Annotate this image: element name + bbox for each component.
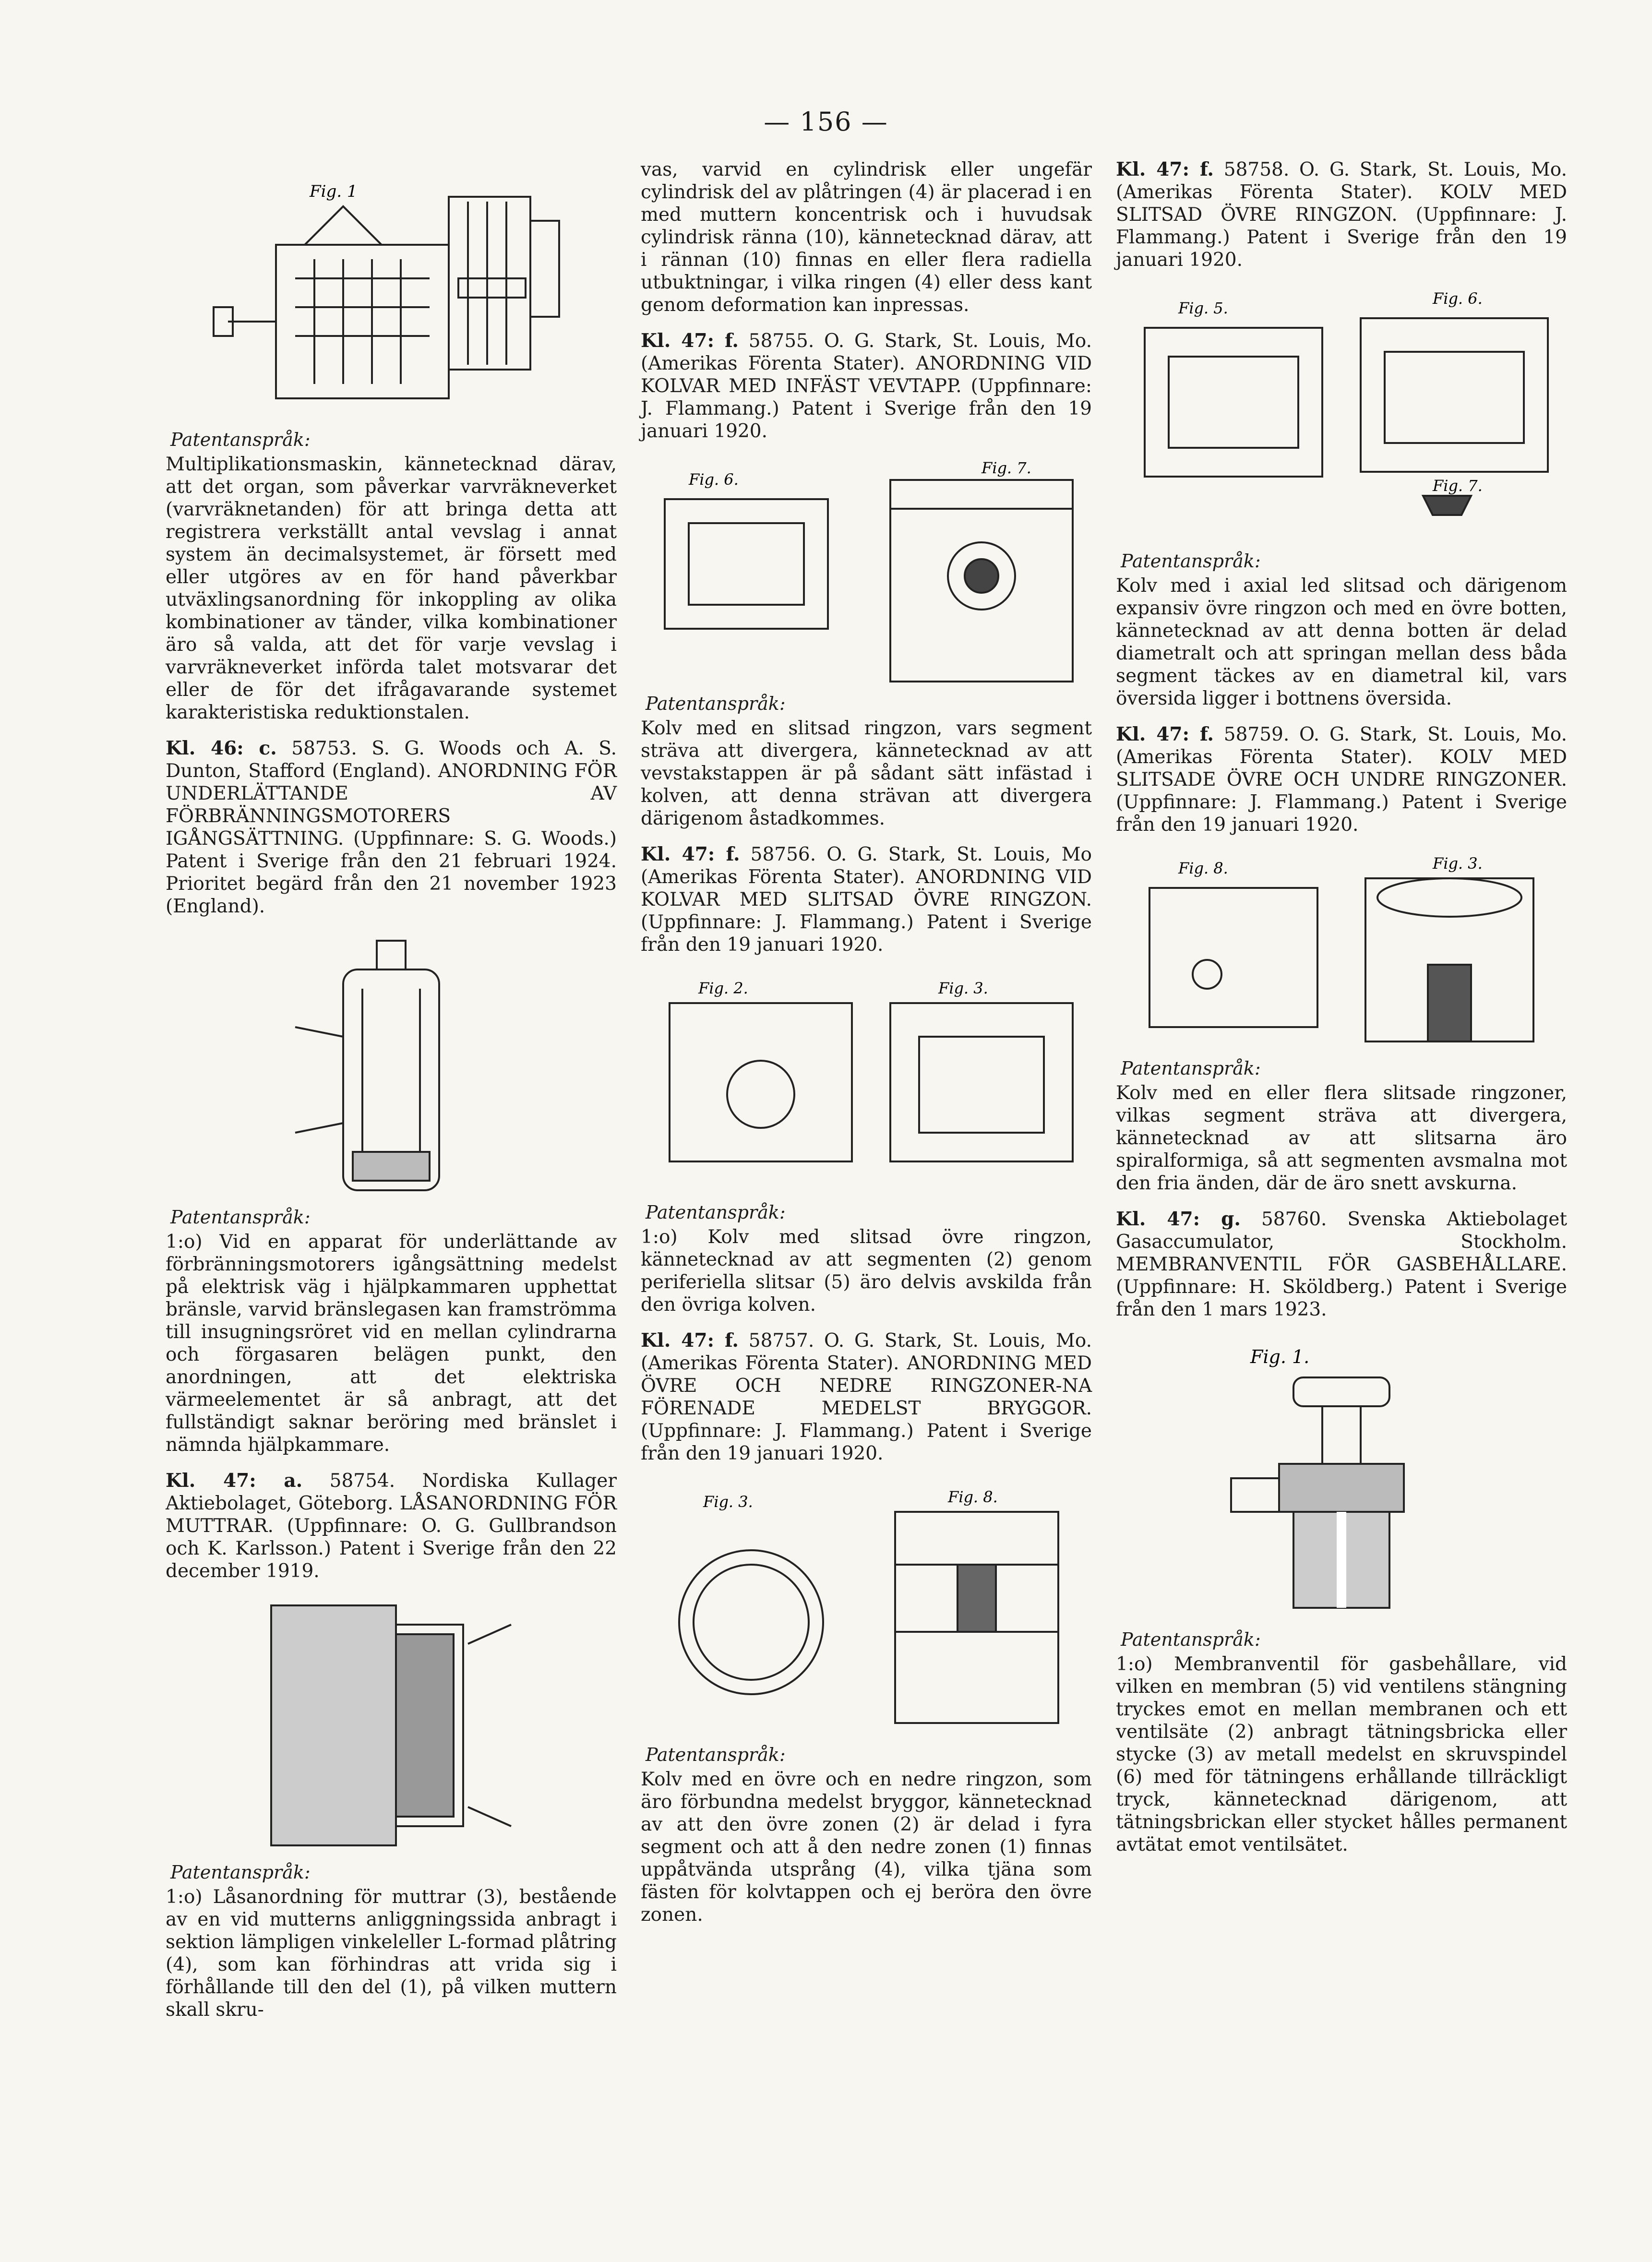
claim-text-nut: 1:o) Låsanordning för muttrar (3), bestående av en vid mutterns anliggningssida anbragt i sektion lämpligen vinkeleller L-formad plåtring (4), som kan förhindras att vrida sig i förhållande till den del (1), på vilken muttern skall skru- — [166, 1886, 617, 2021]
patent-entry-58757 — [641, 1329, 1092, 1465]
patent-details: 58754. Nordiska Kullager Aktiebolaget, Göteborg. LÅSANORDNING FÖR MUTTRAR. (Uppfinnare: O. G. Gullbrandson och K. Karlsson.) Patent i Sverige från den 22 december 1919. — [166, 1470, 617, 1582]
figure-membrane-valve — [1173, 1334, 1509, 1622]
patent-details: 58759. O. G. Stark, St. Louis, Mo. (Amerikas Förenta Stater). KOLV MED SLITSADE ÖVRE OCH UNDRE RINGZONER. (Uppfinnare: J. Flammang.) Patent i Sverige från den 19 januari 1920. — [1116, 724, 1568, 836]
patent-details: 58753. S. G. Woods och A. S. Dunton, Stafford (England). ANORDNING FÖR UNDERLÄTTANDE AV FÖRBRÄNNINGSMOTORERS IGÅNGSÄTTNING. (Uppfinnare: S. G. Woods.) Patent i Sverige från den 21 februari 1924. Prioritet begärd från den 21 november 1923 (England). — [166, 738, 617, 917]
fig7b-label: Fig. 7. — [1433, 477, 1483, 495]
claim-label: Patentanspråk: — [646, 1744, 786, 1765]
fig6-label: Fig. 6. — [689, 470, 739, 489]
claim-text-piston-3: Kolv med en övre och en nedre ringzon, som äro förbundna medelst bryggor, kännetecknad av att den övre zonen (2) är delad i fyra segment och att å den nedre zonen (1) finnas uppåtvända utsprång (4), vilka tjäna som fästen för kolvtappen och ej beröra den övre zonen. — [641, 1769, 1092, 1926]
class-heading: Kl. 47: a. — [166, 1470, 303, 1492]
claim-label: Patentanspråk: — [1121, 1058, 1261, 1079]
claim-text-continued: vas, varvid en cylindrisk eller ungefär cylindrisk del av plåtringen (4) är placerad i en med muttern koncentrisk och i huvudsak cylindrisk ränna (10), kännetecknad därav, att i rännan (10) finnas en eller flera radiella utbuktningar, i vilka ringen (4) eller dess kant genom deformation kan inpressas. — [641, 159, 1092, 316]
fig-valve-label: Fig. 1. — [1250, 1346, 1310, 1367]
claim-label: Patentanspråk: — [1121, 1629, 1261, 1650]
figure-piston-slotted-bottom — [1125, 285, 1557, 544]
fig3b-label: Fig. 3. — [703, 1493, 753, 1511]
claim-text-multiplication: Multiplikationsmaskin, kännetecknad därav, att det organ, som påverkar varvräkneverket (varvräknetanden) för att bringa detta att registrera verkställt antal vevslag i annat system än decimalsystemet, är försett med eller utgöres av en för hand påverkbar utväxlingsanordning för inkoppling av olika kombinationer av tänder, vilka kombinationer äro så valda, att det för varje vevslag i varvräkneverket införda talet motsvarar det eller de för det ifrågavarande systemet karakteristiska reduktionstalen. — [166, 454, 617, 723]
fig8-label: Fig. 8. — [948, 1488, 998, 1506]
figure-piston-spiral-slots — [1125, 850, 1557, 1051]
claim-text-piston-2: 1:o) Kolv med slitsad övre ringzon, kännetecknad av att segmenten (2) genom periferiella slitsar (5) äro delvis avskilda från den övriga kolven. — [641, 1226, 1092, 1316]
patent-details: 58757. O. G. Stark, St. Louis, Mo. (Amerikas Förenta Stater). ANORDNING MED ÖVRE OCH NEDRE RINGZONER-NA FÖRENADE MEDELST BRYGGOR. (Uppfinnare: J. Flammang.) Patent i Sverige från den 19 januari 1920. — [641, 1330, 1092, 1464]
figure-engine-apparatus — [247, 931, 535, 1200]
patent-entry-58758 — [1116, 158, 1567, 271]
claim-label: Patentanspråk: — [646, 1202, 786, 1223]
fig8b-label: Fig. 8. — [1178, 859, 1228, 877]
figure-piston-slotted-upper — [650, 969, 1082, 1195]
patent-entry-58754 — [166, 1470, 617, 1582]
patent-entry-58755 — [641, 330, 1092, 443]
claim-label: Patentanspråk: — [170, 1862, 311, 1883]
figure-nut-lock — [242, 1596, 540, 1855]
claim-label: Patentanspråk: — [170, 1207, 311, 1228]
page-number: — 156 — — [764, 107, 888, 137]
fig1-label: Fig. 1 — [310, 182, 358, 201]
class-heading: Kl. 47: f. — [641, 330, 739, 352]
fig3c-label: Fig. 3. — [1433, 854, 1483, 873]
claim-text-piston-1: Kolv med en slitsad ringzon, vars segment sträva att divergera, kännetecknad av att vevstakstappen är på sådant sätt infästad i kolven, att denna strävan att divergera därigenom åstadkommes. — [641, 718, 1092, 829]
patent-entry-58756 — [641, 843, 1092, 956]
claim-text-valve: 1:o) Membranventil för gasbehållare, vid vilken en membran (5) vid ventilens stängning tryckes emot en mellan membranen och ett ventilsäte (2) anbragt tätningsbricka eller stycke (3) av metall medelst en skruvspindel (6) med för tätningens erhållande tillräckligt tryck, kännetecknad därigenom, att tätningsbrickan eller stycket hålles permanent avtätat emot ventilsätet. — [1116, 1653, 1567, 1855]
figure-piston-bridges — [650, 1478, 1082, 1737]
patent-details: 58755. O. G. Stark, St. Louis, Mo. (Amerikas Förenta Stater). ANORDNING VID KOLVAR MED INFÄST VEVTAPP. (Uppfinnare: J. Flammang.) Patent i Sverige från den 19 januari 1920. — [641, 330, 1092, 442]
claim-label: Patentanspråk: — [646, 693, 786, 714]
patent-entry-58759 — [1116, 723, 1567, 836]
patent-details: 58760. Svenska Aktiebolaget Gasaccumulator, Stockholm. MEMBRANVENTIL FÖR GASBEHÅLLARE. (Uppfinnare: H. Sköldberg.) Patent i Sverige från den 1 mars 1923. — [1116, 1209, 1567, 1320]
claim-label: Patentanspråk: — [170, 429, 311, 450]
class-heading: Kl. 47: g. — [1116, 1208, 1241, 1230]
class-heading: Kl. 47: f. — [641, 843, 740, 865]
patent-details: 58756. O. G. Stark, St. Louis, Mo (Amerikas Förenta Stater). ANORDNING VID KOLVAR MED SLITSAD ÖVRE RINGZON. (Uppfinnare: J. Flammang.) Patent i Sverige från den 19 januari 1920. — [641, 844, 1092, 956]
fig2-label: Fig. 2. — [698, 979, 748, 997]
claim-text-engine: 1:o) Vid en apparat för underlättande av förbränningsmotorers igångsättning medelst på elektrisk väg i hjälpkammaren upphettat bränsle, varvid bränslegasen kan framströmma till insugningsröret vid en mellan cylindrarna och förgasaren belägen punkt, den anordningen, att det elektriska värmeelementet är så anbragt, att det fullständigt saknar beröring med bränslet i nämnda hjälpkammare. — [166, 1231, 617, 1456]
claim-text-piston-5: Kolv med en eller flera slitsade ringzoner, vilkas segment sträva att divergera, kännetecknad av att slitsarna äro spiralformiga, så att segmenten avsmalna mot den fria änden, där de äro snett avskurna. — [1116, 1082, 1567, 1194]
fig5-label: Fig. 5. — [1178, 299, 1228, 317]
class-heading: Kl. 46: c. — [166, 737, 277, 759]
class-heading: Kl. 47: f. — [641, 1329, 739, 1352]
figure-multiplication-machine — [199, 163, 583, 422]
class-heading: Kl. 47: f. — [1116, 158, 1214, 180]
patent-details: 58758. O. G. Stark, St. Louis, Mo. (Amerikas Förenta Stater). KOLV MED SLITSAD ÖVRE RINGZON. (Uppfinnare: J. Flammang.) Patent i Sverige från den 19 januari 1920. — [1116, 159, 1568, 271]
class-heading: Kl. 47: f. — [1116, 723, 1214, 745]
column-3 — [1116, 158, 1567, 1869]
column-1 — [166, 158, 617, 2035]
fig3-label: Fig. 3. — [938, 979, 988, 997]
fig6b-label: Fig. 6. — [1433, 289, 1483, 308]
figure-piston-wrist-pin — [650, 456, 1082, 686]
patent-entry-58760 — [1116, 1208, 1567, 1321]
claim-text-piston-4: Kolv med i axial led slitsad och därigenom expansiv övre ringzon och med en övre botten, kännetecknad av att denna botten är delad diametralt och att springan mellan dess båda segment täckes av en diametral kil, vars översida ligger i bottnens översida. — [1116, 575, 1567, 709]
column-2 — [641, 158, 1092, 1939]
fig7-label: Fig. 7. — [982, 459, 1031, 477]
patent-entry-58753 — [166, 737, 617, 918]
claim-label: Patentanspråk: — [1121, 551, 1261, 572]
